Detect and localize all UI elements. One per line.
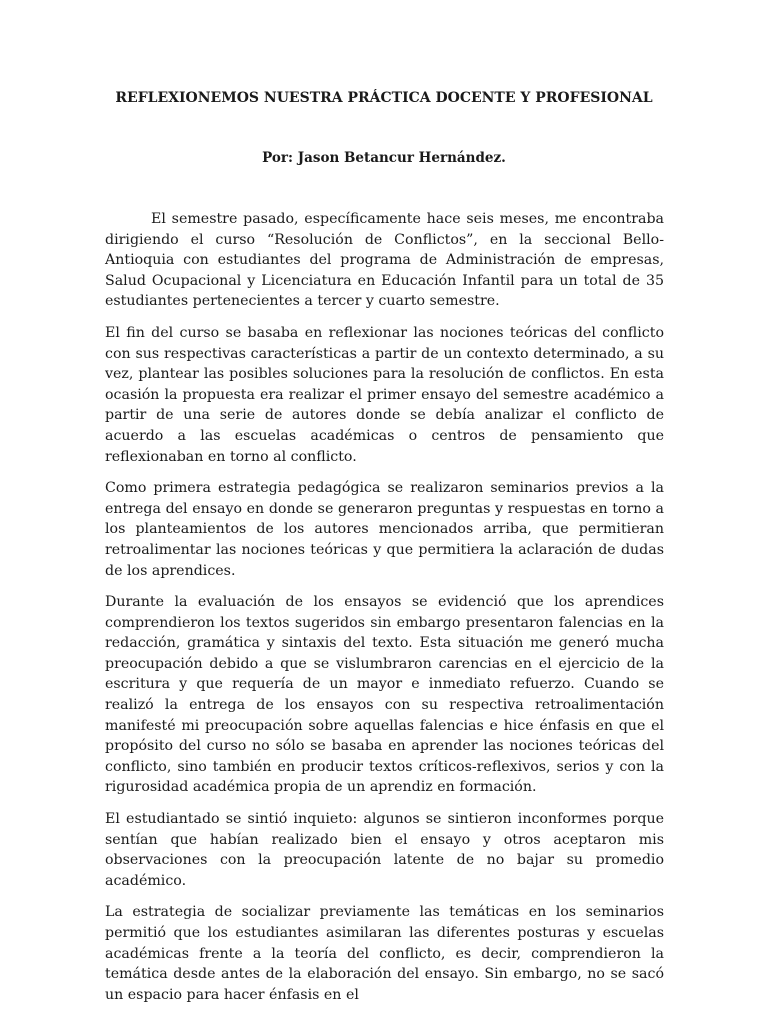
paragraph: El estudiantado se sintió inquieto: algunos se sintieron inconformes porque sentían que habían realizado bien el ensayo y otros aceptaron mis observaciones con la preocupación latente de no bajar su promedio académico. (105, 811, 664, 889)
paragraph: El semestre pasado, específicamente hace seis meses, me encontraba dirigiendo el curso “Resolución de Conflictos”, en la seccional Bello- Antioquia con estudiantes del programa de Administración de empresas, Salud Ocupacional y Licenciatura en Educación Infantil para un total de 35 estudiantes pertenecientes a tercer y cuarto semestre. (105, 211, 664, 310)
document-body (105, 209, 664, 1016)
paragraph: Durante la evaluación de los ensayos se evidenció que los aprendices comprendieron los textos sugeridos sin embargo presentaron falencias en la redacción, gramática y sintaxis del texto. Esta situación me generó mucha preocupación debido a que se vislumbraron carencias en el ejercicio de la escritura y que requería de un mayor e inmediato refuerzo. Cuando se realizó la entrega de los ensayos con su respectiva retroalimentación manifesté mi preocupación sobre aquellas falencias e hice énfasis en que el propósito del curso no sólo se basaba en aprender las nociones teóricas del conflicto, sino también en producir textos críticos-reflexivos, serios y con la rigurosidad académica propia de un aprendiz en formación. (105, 594, 664, 796)
paragraph: La estrategia de socializar previamente las temáticas en los seminarios permitió que los estudiantes asimilaran las diferentes posturas y escuelas académicas frente a la teoría del conflicto, es decir, comprendieron la temática desde antes de la elaboración del ensayo. Sin embargo, no se sacó un espacio para hacer énfasis en el (105, 904, 664, 1003)
paragraph: El fin del curso se basaba en reflexionar las nociones teóricas del conflicto con sus respectivas características a partir de un contexto determinado, a su vez, plantear las posibles soluciones para la resolución de conflictos. En esta ocasión la propuesta era realizar el primer ensayo del semestre académico a partir de una serie de autores donde se debía analizar el conflicto de acuerdo a las escuelas académicas o centros de pensamiento que reflexionaban en torno al conflicto. (105, 324, 664, 465)
paragraph: Como primera estrategia pedagógica se realizaron seminarios previos a la entrega del ensayo en donde se generaron preguntas y respuestas en torno a los planteamientos de los autores mencionados arriba, que permitieran retroalimentar las nociones teóricas y que permitiera la aclaración de dudas de los aprendices. (105, 480, 664, 579)
document-author: Por: Jason Betancur Hernández. (262, 150, 506, 166)
document-title: REFLEXIONEMOS NUESTRA PRÁCTICA DOCENTE Y PROFESIONAL (115, 90, 653, 106)
